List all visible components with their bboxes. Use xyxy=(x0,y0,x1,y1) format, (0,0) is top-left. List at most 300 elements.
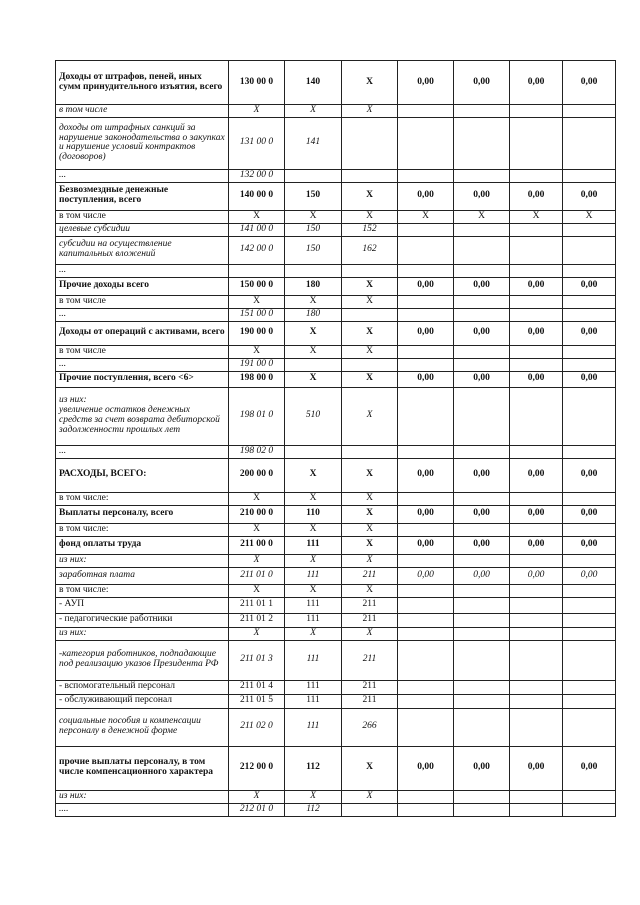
value-4-cell xyxy=(563,345,616,358)
row-name-cell: фонд оплаты труда xyxy=(56,536,229,554)
value-4-cell xyxy=(563,790,616,803)
kvr-code-cell xyxy=(342,169,398,182)
row-code-cell: 200 00 0 xyxy=(229,458,285,492)
row-code-cell: 198 01 0 xyxy=(229,387,285,445)
kosgu-code-cell: 510 xyxy=(285,387,342,445)
row-name-cell: РАСХОДЫ, ВСЕГО: xyxy=(56,458,229,492)
value-3-cell xyxy=(510,803,563,816)
value-2-cell xyxy=(454,264,510,277)
row-name-cell: социальные пособия и компенсации персоналу в денежной форме xyxy=(56,708,229,746)
row-name-cell: - обслуживающий персонал xyxy=(56,694,229,708)
kvr-code-cell: X xyxy=(342,584,398,597)
row-code-cell: 191 00 0 xyxy=(229,358,285,371)
value-1-cell xyxy=(398,387,454,445)
value-1-cell xyxy=(398,584,454,597)
row-name-cell: заработная плата xyxy=(56,567,229,584)
kvr-code-cell: X xyxy=(342,387,398,445)
value-4-cell: 0,00 xyxy=(563,321,616,345)
row-name-cell: в том числе xyxy=(56,345,229,358)
value-4-cell: X xyxy=(563,210,616,223)
kosgu-code-cell: X xyxy=(285,458,342,492)
row-code-cell: 211 00 0 xyxy=(229,536,285,554)
value-1-cell xyxy=(398,597,454,613)
row-code-cell: 151 00 0 xyxy=(229,308,285,321)
table-body xyxy=(56,61,616,817)
table-row xyxy=(56,295,616,308)
row-code-cell: X xyxy=(229,523,285,536)
kosgu-code-cell: 111 xyxy=(285,680,342,694)
kvr-code-cell: X xyxy=(342,345,398,358)
row-name-cell: .... xyxy=(56,803,229,816)
value-1-cell xyxy=(398,445,454,458)
value-1-cell: 0,00 xyxy=(398,567,454,584)
kvr-code-cell xyxy=(342,308,398,321)
row-code-cell: 211 01 4 xyxy=(229,680,285,694)
kvr-code-cell xyxy=(342,264,398,277)
kvr-code-cell: 211 xyxy=(342,597,398,613)
kosgu-code-cell: 150 xyxy=(285,236,342,264)
value-1-cell: 0,00 xyxy=(398,61,454,105)
value-2-cell xyxy=(454,358,510,371)
value-3-cell: 0,00 xyxy=(510,505,563,523)
kosgu-code-cell: X xyxy=(285,295,342,308)
kosgu-code-cell: 112 xyxy=(285,746,342,790)
row-code-cell: 212 00 0 xyxy=(229,746,285,790)
kosgu-code-cell: 180 xyxy=(285,277,342,295)
value-1-cell xyxy=(398,105,454,118)
value-2-cell xyxy=(454,345,510,358)
value-4-cell xyxy=(563,223,616,236)
value-4-cell xyxy=(563,680,616,694)
value-3-cell: 0,00 xyxy=(510,536,563,554)
value-1-cell xyxy=(398,236,454,264)
value-4-cell xyxy=(563,236,616,264)
value-4-cell xyxy=(563,554,616,567)
kvr-code-cell: X xyxy=(342,790,398,803)
row-name-cell: ... xyxy=(56,445,229,458)
value-3-cell xyxy=(510,790,563,803)
kvr-code-cell: X xyxy=(342,554,398,567)
value-3-cell: 0,00 xyxy=(510,567,563,584)
kosgu-code-cell: X xyxy=(285,790,342,803)
kosgu-code-cell: X xyxy=(285,523,342,536)
value-4-cell xyxy=(563,358,616,371)
kosgu-code-cell: 140 xyxy=(285,61,342,105)
value-2-cell: 0,00 xyxy=(454,567,510,584)
value-1-cell: X xyxy=(398,210,454,223)
row-code-cell: 211 01 3 xyxy=(229,640,285,680)
value-1-cell: 0,00 xyxy=(398,182,454,210)
row-name-cell: в том числе xyxy=(56,210,229,223)
value-3-cell xyxy=(510,308,563,321)
kosgu-code-cell: X xyxy=(285,371,342,387)
value-3-cell: 0,00 xyxy=(510,321,563,345)
table-row xyxy=(56,358,616,371)
value-3-cell xyxy=(510,597,563,613)
row-code-cell: 212 01 0 xyxy=(229,803,285,816)
value-4-cell xyxy=(563,597,616,613)
value-3-cell xyxy=(510,708,563,746)
kvr-code-cell: X xyxy=(342,61,398,105)
kosgu-code-cell: X xyxy=(285,210,342,223)
row-name-cell: - АУП xyxy=(56,597,229,613)
value-2-cell xyxy=(454,105,510,118)
value-3-cell xyxy=(510,445,563,458)
value-3-cell: 0,00 xyxy=(510,746,563,790)
kvr-code-cell: X xyxy=(342,536,398,554)
row-code-cell: 141 00 0 xyxy=(229,223,285,236)
row-name-cell: в том числе: xyxy=(56,523,229,536)
row-name-cell: -категория работников, подпадающие под реализацию указов Президента РФ xyxy=(56,640,229,680)
kosgu-code-cell: 150 xyxy=(285,223,342,236)
value-1-cell xyxy=(398,264,454,277)
value-1-cell: 0,00 xyxy=(398,746,454,790)
value-2-cell: 0,00 xyxy=(454,182,510,210)
value-4-cell xyxy=(563,708,616,746)
row-name-cell: доходы от штрафных санкций за нарушение законодательства о закупках и нарушение условий контрактов (договоров) xyxy=(56,117,229,169)
value-3-cell xyxy=(510,345,563,358)
value-1-cell xyxy=(398,627,454,640)
value-2-cell xyxy=(454,117,510,169)
value-3-cell xyxy=(510,554,563,567)
row-name-cell: - вспомогательный персонал xyxy=(56,680,229,694)
value-1-cell xyxy=(398,523,454,536)
row-code-cell: 130 00 0 xyxy=(229,61,285,105)
value-2-cell xyxy=(454,295,510,308)
row-code-cell: X xyxy=(229,105,285,118)
kosgu-code-cell: 141 xyxy=(285,117,342,169)
financial-plan-table xyxy=(55,60,616,817)
value-3-cell xyxy=(510,295,563,308)
value-4-cell xyxy=(563,694,616,708)
row-name-cell: целевые субсидии xyxy=(56,223,229,236)
value-4-cell xyxy=(563,492,616,505)
value-4-cell: 0,00 xyxy=(563,277,616,295)
value-3-cell xyxy=(510,105,563,118)
value-1-cell xyxy=(398,295,454,308)
row-name-cell: ... xyxy=(56,308,229,321)
kvr-code-cell: X xyxy=(342,182,398,210)
value-2-cell: 0,00 xyxy=(454,458,510,492)
value-4-cell xyxy=(563,387,616,445)
value-4-cell xyxy=(563,169,616,182)
value-4-cell xyxy=(563,295,616,308)
row-name-cell: из них: увеличение остатков денежных средств за счет возврата дебиторской задолженности прошлых лет xyxy=(56,387,229,445)
value-1-cell xyxy=(398,694,454,708)
row-code-cell: 131 00 0 xyxy=(229,117,285,169)
table-row xyxy=(56,680,616,694)
row-name-cell: ... xyxy=(56,264,229,277)
kosgu-code-cell: X xyxy=(285,554,342,567)
row-name-cell: - педагогические работники xyxy=(56,613,229,627)
kvr-code-cell: X xyxy=(342,627,398,640)
row-code-cell: 211 01 5 xyxy=(229,694,285,708)
row-name-cell: из них: xyxy=(56,554,229,567)
value-2-cell xyxy=(454,708,510,746)
table-row xyxy=(56,236,616,264)
row-name-cell: Безвозмездные денежные поступления, всего xyxy=(56,182,229,210)
table-row xyxy=(56,536,616,554)
value-1-cell xyxy=(398,640,454,680)
value-2-cell xyxy=(454,694,510,708)
value-3-cell xyxy=(510,523,563,536)
table-row xyxy=(56,597,616,613)
row-code-cell xyxy=(229,264,285,277)
value-2-cell xyxy=(454,492,510,505)
value-1-cell xyxy=(398,117,454,169)
kvr-code-cell: 211 xyxy=(342,694,398,708)
table-row xyxy=(56,371,616,387)
row-code-cell: 211 01 1 xyxy=(229,597,285,613)
row-code-cell: X xyxy=(229,492,285,505)
kosgu-code-cell: 112 xyxy=(285,803,342,816)
row-name-cell: ... xyxy=(56,358,229,371)
value-3-cell xyxy=(510,640,563,680)
table-row xyxy=(56,169,616,182)
value-3-cell xyxy=(510,264,563,277)
table-row xyxy=(56,790,616,803)
value-4-cell: 0,00 xyxy=(563,536,616,554)
kosgu-code-cell xyxy=(285,358,342,371)
value-3-cell xyxy=(510,169,563,182)
value-1-cell xyxy=(398,492,454,505)
kvr-code-cell xyxy=(342,803,398,816)
table-row xyxy=(56,308,616,321)
kvr-code-cell: X xyxy=(342,505,398,523)
kvr-code-cell xyxy=(342,358,398,371)
value-4-cell xyxy=(563,803,616,816)
value-3-cell: 0,00 xyxy=(510,371,563,387)
kvr-code-cell: X xyxy=(342,523,398,536)
value-2-cell: 0,00 xyxy=(454,536,510,554)
value-4-cell xyxy=(563,523,616,536)
kosgu-code-cell: 150 xyxy=(285,182,342,210)
row-code-cell: X xyxy=(229,345,285,358)
value-3-cell xyxy=(510,584,563,597)
row-code-cell: 211 02 0 xyxy=(229,708,285,746)
kosgu-code-cell xyxy=(285,445,342,458)
kosgu-code-cell: 180 xyxy=(285,308,342,321)
kosgu-code-cell xyxy=(285,169,342,182)
kvr-code-cell: X xyxy=(342,746,398,790)
value-1-cell xyxy=(398,169,454,182)
value-4-cell xyxy=(563,627,616,640)
row-name-cell: в том числе xyxy=(56,105,229,118)
value-4-cell: 0,00 xyxy=(563,61,616,105)
value-2-cell xyxy=(454,236,510,264)
value-4-cell xyxy=(563,584,616,597)
kosgu-code-cell: X xyxy=(285,321,342,345)
value-4-cell xyxy=(563,640,616,680)
row-code-cell: 211 01 2 xyxy=(229,613,285,627)
row-name-cell: в том числе: xyxy=(56,492,229,505)
value-3-cell xyxy=(510,627,563,640)
kvr-code-cell: X xyxy=(342,492,398,505)
kosgu-code-cell: X xyxy=(285,627,342,640)
value-4-cell xyxy=(563,264,616,277)
row-name-cell: субсидии на осуществление капитальных вложений xyxy=(56,236,229,264)
value-2-cell xyxy=(454,169,510,182)
row-code-cell: 150 00 0 xyxy=(229,277,285,295)
kvr-code-cell: 211 xyxy=(342,613,398,627)
value-2-cell xyxy=(454,597,510,613)
row-code-cell: 142 00 0 xyxy=(229,236,285,264)
value-3-cell: 0,00 xyxy=(510,61,563,105)
value-4-cell: 0,00 xyxy=(563,746,616,790)
row-name-cell: ... xyxy=(56,169,229,182)
value-1-cell: 0,00 xyxy=(398,458,454,492)
row-name-cell: прочие выплаты персоналу, в том числе компенсационного характера xyxy=(56,746,229,790)
kvr-code-cell: X xyxy=(342,210,398,223)
table-row xyxy=(56,523,616,536)
value-4-cell: 0,00 xyxy=(563,182,616,210)
kvr-code-cell: 162 xyxy=(342,236,398,264)
table-row xyxy=(56,640,616,680)
table-row xyxy=(56,584,616,597)
value-1-cell xyxy=(398,345,454,358)
value-2-cell xyxy=(454,640,510,680)
row-code-cell: 210 00 0 xyxy=(229,505,285,523)
row-code-cell: 198 00 0 xyxy=(229,371,285,387)
value-1-cell: 0,00 xyxy=(398,277,454,295)
value-3-cell: 0,00 xyxy=(510,277,563,295)
kvr-code-cell: 152 xyxy=(342,223,398,236)
value-2-cell: 0,00 xyxy=(454,277,510,295)
value-1-cell xyxy=(398,223,454,236)
value-2-cell xyxy=(454,308,510,321)
row-code-cell: 132 00 0 xyxy=(229,169,285,182)
value-4-cell xyxy=(563,613,616,627)
table-row xyxy=(56,277,616,295)
row-name-cell: в том числе xyxy=(56,295,229,308)
value-2-cell: X xyxy=(454,210,510,223)
row-name-cell: из них: xyxy=(56,627,229,640)
kvr-code-cell: 211 xyxy=(342,680,398,694)
value-2-cell xyxy=(454,387,510,445)
kosgu-code-cell: 111 xyxy=(285,536,342,554)
value-3-cell xyxy=(510,358,563,371)
value-2-cell: 0,00 xyxy=(454,746,510,790)
value-1-cell xyxy=(398,358,454,371)
table-row xyxy=(56,387,616,445)
row-code-cell: 140 00 0 xyxy=(229,182,285,210)
value-2-cell xyxy=(454,445,510,458)
value-1-cell xyxy=(398,708,454,746)
value-1-cell: 0,00 xyxy=(398,536,454,554)
table-row xyxy=(56,554,616,567)
value-3-cell xyxy=(510,387,563,445)
row-name-cell: Прочие доходы всего xyxy=(56,277,229,295)
kvr-code-cell: 211 xyxy=(342,640,398,680)
kvr-code-cell: 266 xyxy=(342,708,398,746)
table-row xyxy=(56,567,616,584)
table-row xyxy=(56,345,616,358)
value-1-cell xyxy=(398,680,454,694)
value-3-cell xyxy=(510,236,563,264)
value-1-cell xyxy=(398,554,454,567)
value-4-cell: 0,00 xyxy=(563,371,616,387)
row-name-cell: в том числе: xyxy=(56,584,229,597)
value-2-cell: 0,00 xyxy=(454,505,510,523)
table-row xyxy=(56,613,616,627)
table-row xyxy=(56,182,616,210)
value-4-cell: 0,00 xyxy=(563,458,616,492)
table-row xyxy=(56,492,616,505)
value-4-cell: 0,00 xyxy=(563,567,616,584)
value-4-cell: 0,00 xyxy=(563,505,616,523)
value-2-cell xyxy=(454,613,510,627)
kvr-code-cell: X xyxy=(342,277,398,295)
row-code-cell: X xyxy=(229,584,285,597)
value-1-cell xyxy=(398,308,454,321)
value-2-cell: 0,00 xyxy=(454,61,510,105)
value-3-cell xyxy=(510,613,563,627)
value-2-cell xyxy=(454,790,510,803)
value-3-cell xyxy=(510,694,563,708)
table-row xyxy=(56,458,616,492)
kosgu-code-cell: 111 xyxy=(285,613,342,627)
kosgu-code-cell: 111 xyxy=(285,708,342,746)
kvr-code-cell: X xyxy=(342,105,398,118)
table-row xyxy=(56,321,616,345)
value-2-cell: 0,00 xyxy=(454,321,510,345)
value-2-cell: 0,00 xyxy=(454,371,510,387)
value-4-cell xyxy=(563,445,616,458)
table-row xyxy=(56,708,616,746)
value-3-cell xyxy=(510,492,563,505)
table-row xyxy=(56,746,616,790)
value-2-cell xyxy=(454,554,510,567)
value-3-cell xyxy=(510,680,563,694)
value-1-cell xyxy=(398,803,454,816)
row-name-cell: из них: xyxy=(56,790,229,803)
value-3-cell xyxy=(510,117,563,169)
row-code-cell: X xyxy=(229,627,285,640)
row-code-cell: X xyxy=(229,554,285,567)
row-name-cell: Выплаты персоналу, всего xyxy=(56,505,229,523)
table-row xyxy=(56,61,616,105)
table-row xyxy=(56,264,616,277)
value-1-cell: 0,00 xyxy=(398,321,454,345)
value-1-cell: 0,00 xyxy=(398,505,454,523)
table-row xyxy=(56,445,616,458)
value-4-cell xyxy=(563,105,616,118)
value-4-cell xyxy=(563,308,616,321)
kosgu-code-cell: 111 xyxy=(285,640,342,680)
kosgu-code-cell xyxy=(285,264,342,277)
row-name-cell: Доходы от операций с активами, всего xyxy=(56,321,229,345)
value-3-cell: X xyxy=(510,210,563,223)
value-2-cell xyxy=(454,627,510,640)
value-1-cell: 0,00 xyxy=(398,371,454,387)
value-3-cell xyxy=(510,223,563,236)
kosgu-code-cell: 111 xyxy=(285,694,342,708)
kvr-code-cell: X xyxy=(342,371,398,387)
row-code-cell: X xyxy=(229,210,285,223)
row-name-cell: Доходы от штрафов, пеней, иных сумм принудительного изъятия, всего xyxy=(56,61,229,105)
value-2-cell xyxy=(454,803,510,816)
value-2-cell xyxy=(454,223,510,236)
table-row xyxy=(56,505,616,523)
kvr-code-cell: X xyxy=(342,321,398,345)
value-1-cell xyxy=(398,613,454,627)
table-row xyxy=(56,803,616,816)
value-2-cell xyxy=(454,680,510,694)
value-3-cell: 0,00 xyxy=(510,182,563,210)
kvr-code-cell: X xyxy=(342,458,398,492)
kvr-code-cell xyxy=(342,445,398,458)
kosgu-code-cell: 111 xyxy=(285,597,342,613)
